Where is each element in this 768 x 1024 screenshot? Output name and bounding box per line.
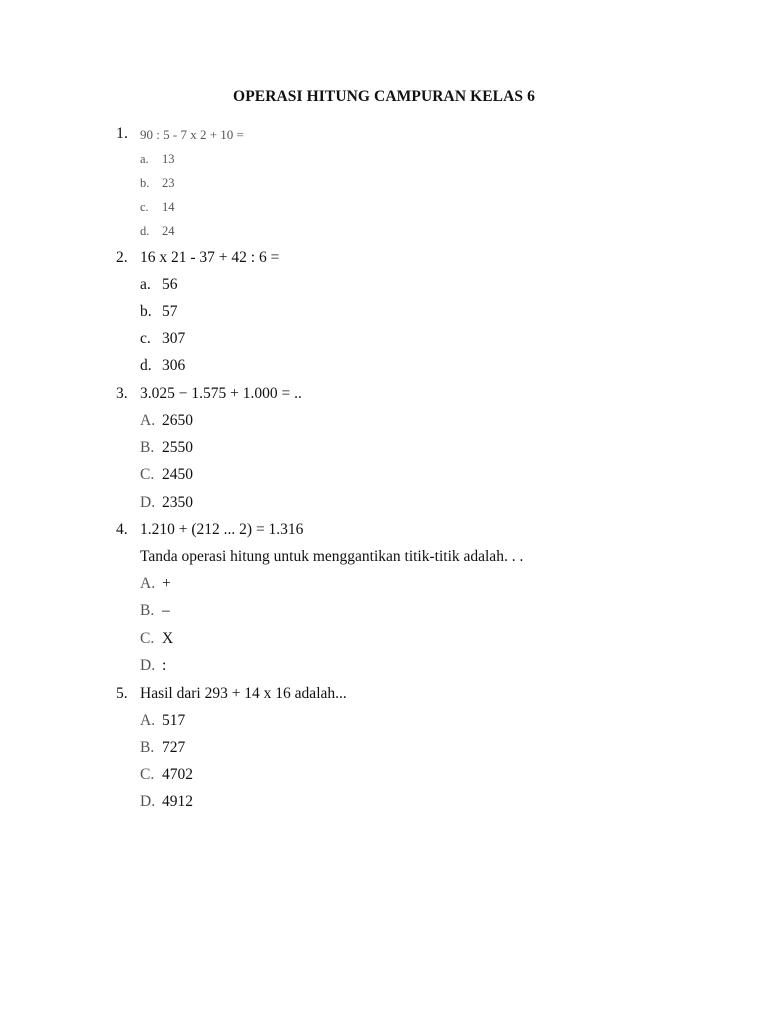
question-number: 3.	[116, 385, 128, 402]
option-text: –	[162, 602, 170, 619]
question-text: 3.025 − 1.575 + 1.000 = ..	[140, 385, 302, 402]
question-text: 90 : 5 - 7 x 2 + 10 =	[140, 127, 244, 142]
option-text: :	[162, 657, 167, 674]
option-label: B.	[140, 439, 155, 456]
option-label: B.	[140, 602, 155, 619]
question-number: 4.	[116, 521, 128, 538]
option-text: 13	[162, 152, 175, 166]
option-text: 306	[162, 357, 186, 374]
option-label: a.	[140, 152, 149, 166]
option-text: +	[162, 575, 171, 592]
option-label: D.	[140, 657, 156, 674]
option-text: 23	[162, 176, 175, 190]
option-text: 2650	[162, 412, 193, 429]
option-label: b.	[140, 303, 152, 320]
option-label: C.	[140, 630, 155, 647]
option-text: 2550	[162, 439, 193, 456]
option-label: a.	[140, 276, 151, 293]
option-text: 57	[162, 303, 178, 320]
option-text: 2350	[162, 494, 193, 511]
option-label: B.	[140, 739, 155, 756]
option-text: 4702	[162, 766, 193, 783]
question-number: 1.	[116, 125, 128, 142]
option-label: b.	[140, 176, 150, 190]
option-text: 307	[162, 330, 186, 347]
question-number: 2.	[116, 249, 128, 266]
option-text: X	[162, 630, 174, 647]
option-label: D.	[140, 494, 156, 511]
option-text: 2450	[162, 466, 193, 483]
question-number: 5.	[116, 685, 128, 702]
option-label: D.	[140, 793, 156, 810]
option-text: 517	[162, 712, 186, 729]
option-label: d.	[140, 224, 150, 238]
option-text: 14	[162, 200, 175, 214]
option-label: c.	[140, 330, 151, 347]
option-text: 727	[162, 739, 186, 756]
option-label: A.	[140, 575, 156, 592]
question-text: Hasil dari 293 + 14 x 16 adalah...	[140, 685, 347, 702]
option-label: C.	[140, 766, 155, 783]
option-text: 4912	[162, 793, 193, 810]
option-label: A.	[140, 412, 156, 429]
option-text: 24	[162, 224, 175, 238]
option-label: A.	[140, 712, 156, 729]
question-subtext: Tanda operasi hitung untuk menggantikan titik-titik adalah. . .	[140, 548, 524, 565]
option-text: 56	[162, 276, 178, 293]
option-label: d.	[140, 357, 152, 374]
option-label: C.	[140, 466, 155, 483]
document-title: OPERASI HITUNG CAMPURAN KELAS 6	[233, 88, 535, 105]
question-text: 1.210 + (212 ... 2) = 1.316	[140, 521, 304, 538]
question-text: 16 x 21 - 37 + 42 : 6 =	[140, 249, 280, 266]
option-label: c.	[140, 200, 149, 214]
